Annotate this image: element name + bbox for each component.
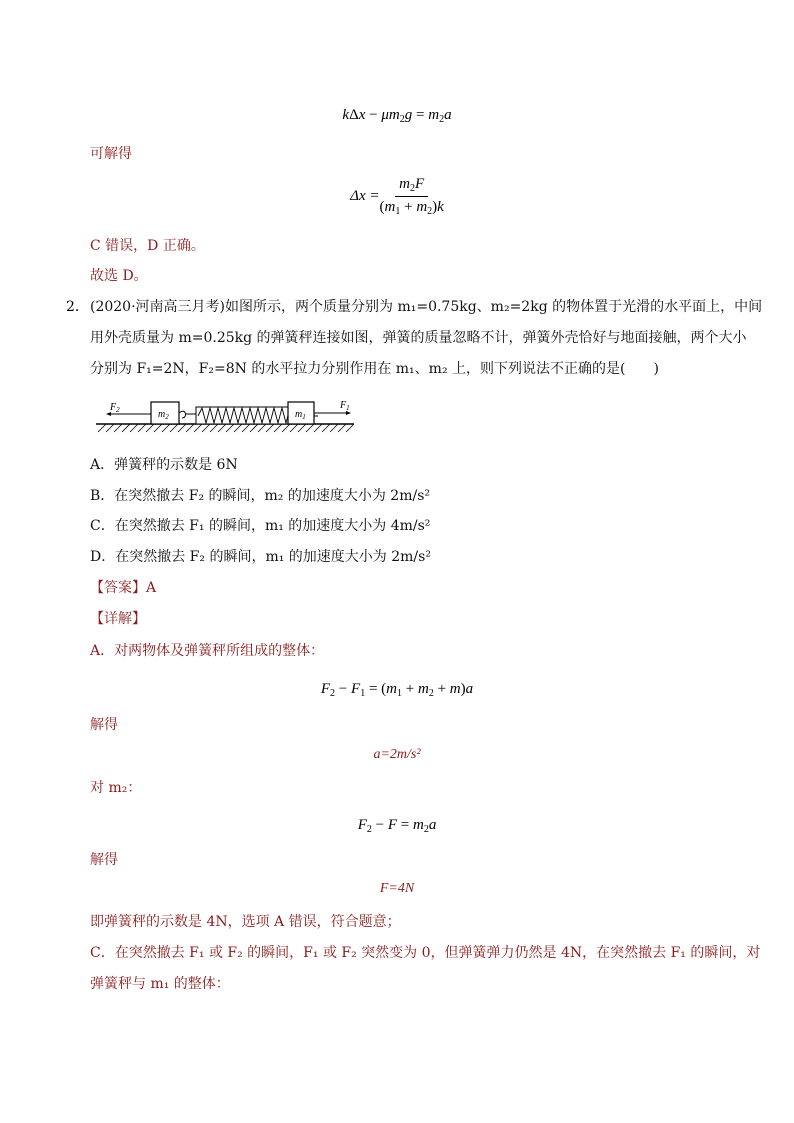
eq2-den-sub2: 2 bbox=[427, 206, 433, 217]
eq5-minus: − bbox=[371, 817, 388, 833]
eq5-sub2: 2 bbox=[366, 824, 372, 835]
label-f1: $F_1$ bbox=[340, 400, 350, 412]
eq2-den-close: ) bbox=[432, 199, 438, 215]
eq2-den-m1: m bbox=[384, 199, 396, 215]
option-c: C．在突然撤去 F₁ 的瞬间，m₁ 的加速度大小为 4m/s² bbox=[90, 518, 431, 534]
question-line-1: (2020·河南高三月考)如图所示，两个质量分别为 m₁=0.75kg、m₂=2kg 的物体置于光滑的水平面上，中间 bbox=[90, 299, 763, 315]
eq3-close: ) bbox=[460, 681, 466, 697]
eq5-equals: = bbox=[397, 817, 413, 833]
eq3-minus: − bbox=[335, 681, 352, 697]
eq5-F2: F bbox=[357, 817, 367, 833]
text-solve-2: 解得 bbox=[90, 852, 118, 868]
eq2-num-sub: 2 bbox=[410, 183, 415, 194]
label-f2: $F_2$ bbox=[110, 402, 120, 414]
equation-5 bbox=[0, 814, 794, 835]
eq3-plus2: + bbox=[433, 681, 450, 697]
equation-1 bbox=[0, 104, 794, 125]
option-b: B．在突然撤去 F₂ 的瞬间，m₂ 的加速度大小为 2m/s² bbox=[90, 488, 430, 504]
solution-c-line-1: C．在突然撤去 F₁ 或 F₂ 的瞬间，F₁ 或 F₂ 突然变为 0，但弹簧弹力仍然是 4N，在突然撤去 F₁ 的瞬间，对 bbox=[90, 945, 761, 961]
eq1-a: a bbox=[444, 107, 452, 123]
eq2-den-plus: + bbox=[400, 199, 417, 215]
text-conclusion-a: 即弹簧秤的示数是 4N，选项 A 错误，符合题意； bbox=[90, 914, 401, 930]
ground-hatching bbox=[98, 424, 354, 432]
label-m2: $m_2$ bbox=[158, 409, 169, 421]
eq1-mu: μ bbox=[381, 107, 389, 123]
eq5-m: m bbox=[412, 817, 424, 833]
eq2-fraction bbox=[380, 176, 444, 217]
eq1-g: g bbox=[404, 107, 413, 123]
eq3-sub2: 2 bbox=[330, 688, 336, 699]
eq3-m2: m bbox=[417, 681, 429, 697]
eq2-den-m2: m bbox=[416, 199, 428, 215]
text-choose-d: 故选 D。 bbox=[90, 268, 148, 284]
option-d: D．在突然撤去 F₂ 的瞬间，m₁ 的加速度大小为 2m/s² bbox=[90, 549, 431, 565]
eq1-m-rhs: m bbox=[428, 107, 440, 123]
eq3-m: m bbox=[449, 681, 461, 697]
equation-2 bbox=[0, 176, 794, 217]
text-solve-1: 解得 bbox=[90, 717, 118, 733]
equation-6: F=4N bbox=[379, 881, 415, 896]
eq3-plus1: + bbox=[402, 681, 418, 697]
eq3-F2: F bbox=[320, 681, 331, 697]
eq5-F: F bbox=[387, 817, 397, 833]
eq3-sub1: 1 bbox=[360, 688, 366, 699]
eq2-den-k: k bbox=[437, 199, 444, 215]
text-solve-result: 可解得 bbox=[90, 146, 132, 162]
option-a: A．弹簧秤的示数是 6N bbox=[90, 457, 238, 473]
equation-3 bbox=[0, 678, 794, 699]
eq1-delta: Δ bbox=[349, 107, 359, 123]
eq2-den-open: ( bbox=[379, 199, 385, 215]
eq3-m1: m bbox=[386, 681, 397, 697]
eq1-sub-rhs: 2 bbox=[439, 114, 445, 125]
text-c-wrong-d-right: C 错误，D 正确。 bbox=[90, 238, 205, 254]
eq3-equals: = bbox=[365, 681, 382, 697]
eq1-minus: − bbox=[365, 107, 382, 123]
eq5-a: a bbox=[428, 817, 437, 833]
solution-c-line-2: 弹簧秤与 m₁ 的整体： bbox=[90, 976, 230, 992]
eq3-msub2: 2 bbox=[428, 688, 434, 699]
eq1-k: k bbox=[342, 107, 350, 123]
question-line-2: 用外壳质量为 m=0.25kg 的弹簧秤连接如图，弹簧的质量忽略不计，弹簧外壳恰好与地面接触，两个大小 bbox=[90, 330, 747, 346]
equation-4: a=2m/s² bbox=[373, 747, 421, 762]
question-number: 2． bbox=[66, 299, 89, 315]
eq2-num-F: F bbox=[415, 176, 425, 192]
eq1-sub: 2 bbox=[399, 114, 405, 125]
eq3-msub1: 1 bbox=[397, 688, 402, 699]
spring-scale-figure bbox=[96, 396, 356, 434]
solution-a: A．对两物体及弹簧秤所组成的整体： bbox=[90, 643, 325, 659]
eq1-x: x bbox=[358, 107, 366, 123]
answer-label: 【答案】A bbox=[90, 580, 157, 596]
eq2-lhs: Δx = bbox=[350, 188, 380, 204]
eq2-den-sub1: 1 bbox=[395, 206, 401, 217]
eq3-a: a bbox=[465, 681, 474, 697]
eq3-open: ( bbox=[381, 681, 387, 697]
text-for-m2: 对 m₂： bbox=[90, 780, 142, 796]
eq1-equals: = bbox=[412, 107, 429, 123]
eq5-msub: 2 bbox=[423, 824, 429, 835]
label-m1: $m_1$ bbox=[295, 409, 306, 421]
eq1-m: m bbox=[388, 107, 400, 123]
eq2-num-m: m bbox=[399, 176, 410, 192]
question-line-3: 分别为 F₁=2N，F₂=8N 的水平拉力分别作用在 m₁、m₂ 上，则下列说法不正确的是( ) bbox=[90, 361, 659, 377]
eq3-F1: F bbox=[351, 681, 361, 697]
hook-left bbox=[179, 411, 186, 418]
detail-label: 【详解】 bbox=[90, 611, 146, 627]
